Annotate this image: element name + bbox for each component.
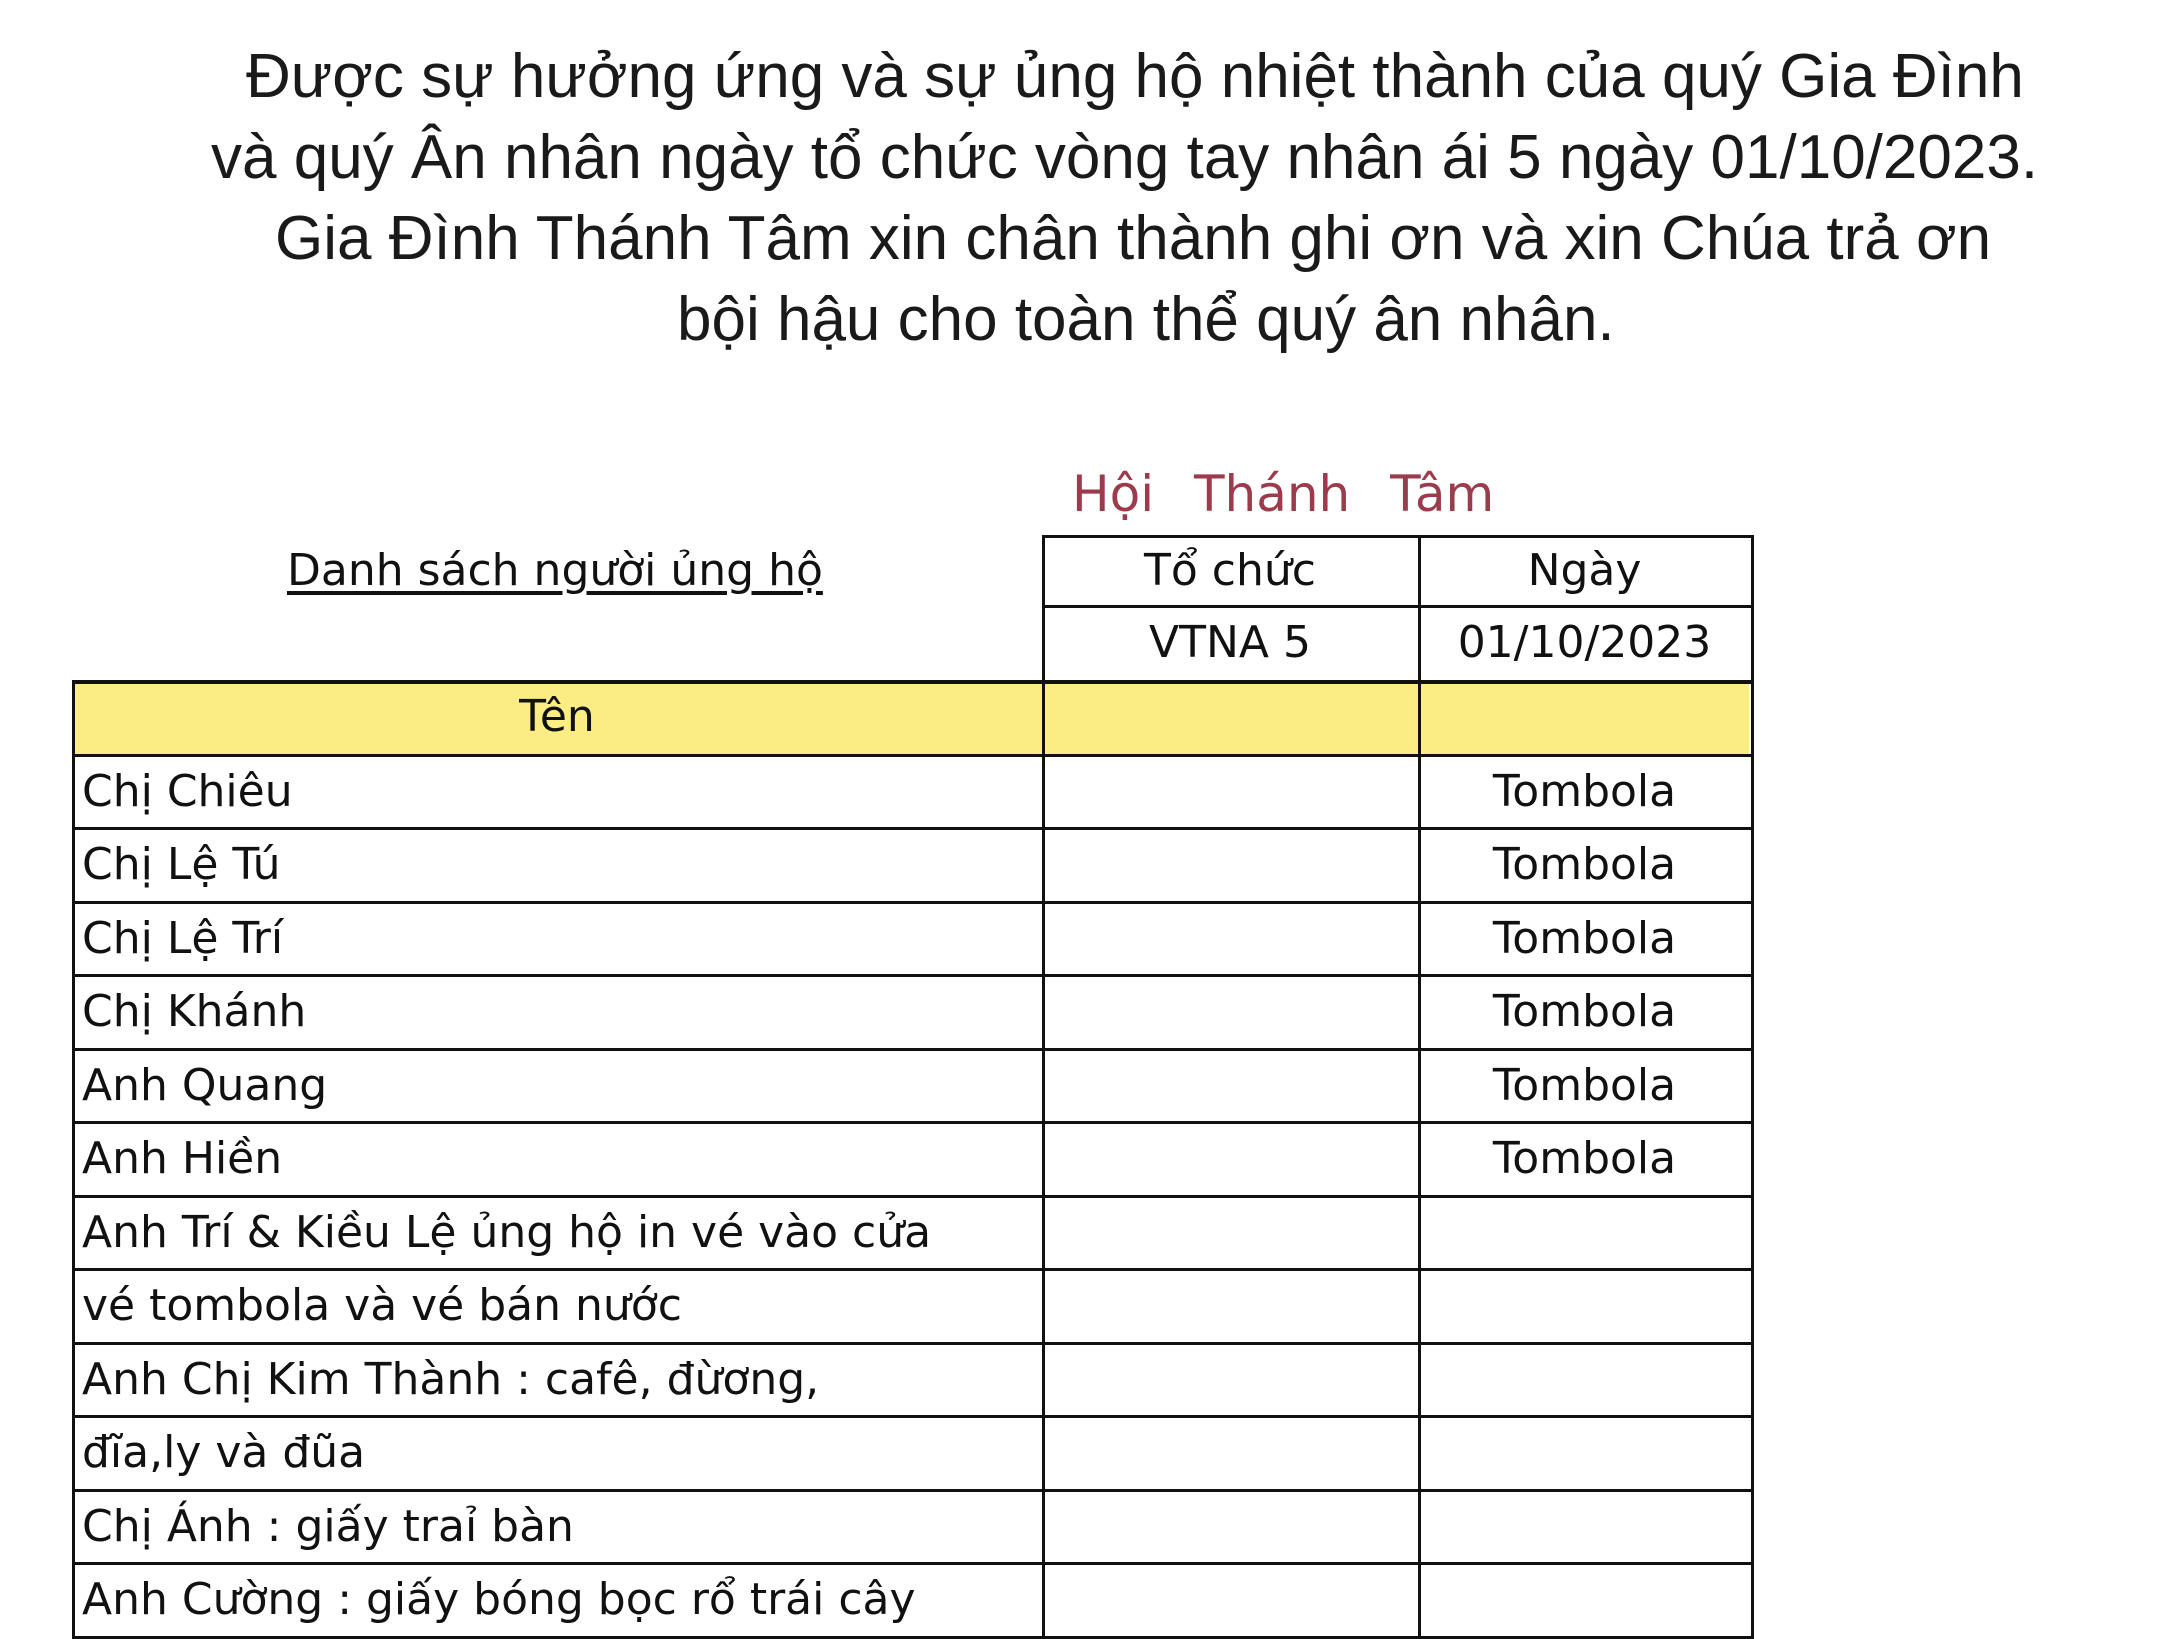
header-col2-label: Tổ chức <box>1144 545 1316 596</box>
row-10-name: đĩa,ly và đũa <box>82 1427 366 1478</box>
row-9-name: Anh Chị Kim Thành : cafê, đừơng, <box>82 1353 820 1405</box>
intro-line-1: Được sự hưởng ứng và sự ủng hộ nhiệt thành của quý Gia Đình <box>246 42 2024 111</box>
row-3-name: Chị Lệ Trí <box>82 912 284 964</box>
row-divider <box>72 1268 1754 1271</box>
row-1-name: Chị Chiêu <box>82 765 293 817</box>
row-divider <box>72 1489 1754 1492</box>
intro-line-3: Gia Đình Thánh Tâm xin chân thành ghi ơn và xin Chúa trả ơn <box>275 204 1992 273</box>
header-col2-value: VTNA 5 <box>1149 617 1311 668</box>
header-top-border <box>1042 535 1754 538</box>
row-divider <box>72 827 1754 830</box>
intro-line-4: bội hậu cho toàn thể quý ân nhân. <box>677 285 1615 354</box>
row-6-name: Anh Hiền <box>82 1133 283 1184</box>
name-column-header: Tên <box>519 691 595 742</box>
row-3-tombola: Tombola <box>1492 912 1677 964</box>
header-col3-value: 01/10/2023 <box>1457 617 1712 668</box>
row-6-tombola: Tombola <box>1492 1133 1677 1184</box>
row-divider <box>72 1415 1754 1418</box>
row-2-name: Chị Lệ Tú <box>82 839 281 890</box>
grid-left-border <box>72 680 75 1636</box>
row-divider <box>72 754 1754 757</box>
row-1-tombola: Tombola <box>1492 765 1677 817</box>
row-5-name: Anh Quang <box>82 1059 328 1111</box>
grid-top-border <box>72 680 1754 684</box>
row-11-name: Chị Ánh : giấy traỉ bàn <box>82 1500 574 1552</box>
row-2-tombola: Tombola <box>1492 839 1677 890</box>
donor-list-title: Danh sách người ủng hộ <box>287 545 823 596</box>
header-col3-label: Ngày <box>1527 545 1642 596</box>
organization-title: Hội Thánh Tâm <box>1072 465 1495 523</box>
grid-col-divider-1 <box>1042 680 1045 1636</box>
row-divider <box>72 1562 1754 1565</box>
row-divider <box>72 901 1754 904</box>
row-12-name: Anh Cường : giấy bóng bọc rổ trái cây <box>82 1574 916 1625</box>
row-8-name: vé tombola và vé bán nước <box>82 1280 682 1331</box>
row-5-tombola: Tombola <box>1492 1059 1677 1111</box>
row-divider <box>72 1195 1754 1198</box>
grid-right-border <box>1751 680 1754 1636</box>
row-divider <box>72 1636 1754 1639</box>
row-4-name: Chị Khánh <box>82 986 307 1037</box>
row-divider <box>72 974 1754 977</box>
header-mid-border <box>1042 605 1754 608</box>
row-divider <box>72 1342 1754 1345</box>
row-4-tombola: Tombola <box>1492 986 1677 1037</box>
header-right-border <box>1751 535 1754 683</box>
row-divider <box>72 1048 1754 1051</box>
row-7-name: Anh Trí & Kiều Lệ ủng hộ in vé vào cửa <box>82 1206 932 1258</box>
intro-line-2: và quý Ân nhân ngày tổ chức vòng tay nhân ái 5 ngày 01/10/2023. <box>211 123 2039 192</box>
row-divider <box>72 1121 1754 1124</box>
